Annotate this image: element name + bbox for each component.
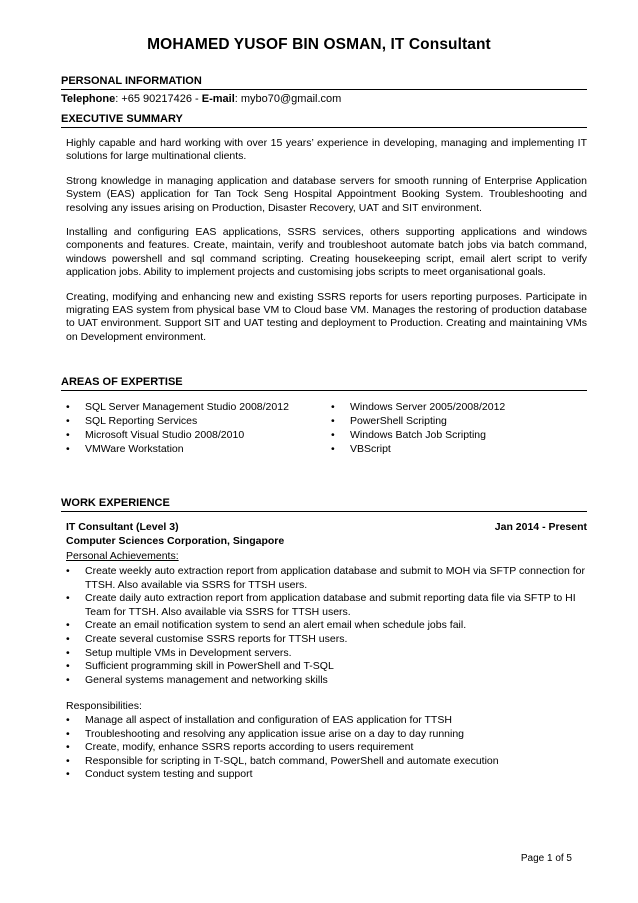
list-item: • Windows Batch Job Scripting [331,428,505,442]
summary-paragraph: Strong knowledge in managing application and database servers for smooth running of Enterprise Application System (EAS) application for Tan Tock Seng Hospital Appointment Booking System. Troubleshooting and resolving any issues arising on Production, Disaster Recovery, UAT and SIT environment. [66,174,587,214]
email-label: E-mail [201,93,235,105]
job-title: IT Consultant (Level 3) [66,521,179,533]
section-heading-personal-information: PERSONAL INFORMATION [61,75,587,90]
job-dates: Jan 2014 - Present [494,521,587,533]
summary-paragraph: Creating, modifying and enhancing new and existing SSRS reports for users reporting purposes. Participate in migrating EAS system from physical base VM to Cloud base VM. Manages the restoring of production database to UAT environment. Support SIT and UAT testing and deployment to Production. Creating and maintaining VMs on Development environment. [66,290,587,343]
achievements-list [66,565,587,687]
list-item: • SQL Server Management Studio 2008/2012 [66,400,289,414]
contact-line [61,93,341,106]
summary-paragraph: Highly capable and hard working with over 15 years’ experience in developing, managing and implementing IT solutions for large multinational clients. [66,137,587,163]
achievements-label: Personal Achievements: [66,550,179,562]
list-item: • Responsible for scripting in T-SQL, batch command, PowerShell and automate execution [66,755,587,769]
list-item: • Manage all aspect of installation and configuration of EAS application for TTSH [66,714,587,728]
list-item: • SQL Reporting Services [66,414,289,428]
telephone-value: : +65 90217426 - [115,93,202,105]
expertise-list-left [66,400,289,456]
summary-paragraph: Installing and configuring EAS applications, SSRS services, others supporting applications and windows components and features. Create, maintain, verify and troubleshoot automate batch jobs via batch command, windows powershell and sql command scripting. Creating housekeeping script, email alert script to verify application jobs. Ability to implement projects and customising jobs scripts to meet organisational goals. [66,226,587,279]
list-item: • Create, modify, enhance SSRS reports according to users requirement [66,741,587,755]
page-number: Page 1 of 5 [520,853,572,864]
page-title: MOHAMED YUSOF BIN OSMAN, IT Consultant [147,36,491,53]
list-item: • VMWare Workstation [66,442,289,456]
section-heading-areas-of-expertise: AREAS OF EXPERTISE [61,376,587,391]
list-item: • VBScript [331,442,505,456]
list-item: • Setup multiple VMs in Development servers. [66,647,587,661]
telephone-label: Telephone [61,93,116,105]
company-name: Computer Sciences Corporation, Singapore [66,534,285,547]
list-item: • Create several customise SSRS reports for TTSH users. [66,633,587,647]
list-item: • General systems management and networking skills [66,674,587,688]
list-item: • Microsoft Visual Studio 2008/2010 [66,428,289,442]
expertise-list-right [331,400,505,456]
list-item: • Windows Server 2005/2008/2012 [331,400,505,414]
section-heading-executive-summary: EXECUTIVE SUMMARY [61,113,587,128]
list-item: • Sufficient programming skill in PowerShell and T-SQL [66,660,587,674]
list-item: • Create weekly auto extraction report from application database and submit to MOH via SFTP connection for TTSH. Also available via SSRS for TTSH users. [66,565,587,592]
email-value: : mybo70@gmail.com [234,93,342,105]
responsibilities-list [66,714,587,782]
job-heading [66,521,284,548]
list-item: • PowerShell Scripting [331,414,505,428]
list-item: • Troubleshooting and resolving any application issue arise on a day to day running [66,728,587,742]
list-item: • Create an email notification system to send an alert email when schedule jobs fail. [66,619,587,633]
section-heading-work-experience: WORK EXPERIENCE [61,497,587,512]
responsibilities-label: Responsibilities: [66,700,142,712]
executive-summary [66,137,587,355]
list-item: • Conduct system testing and support [66,768,587,782]
list-item: • Create daily auto extraction report from application database and submit reporting data file via SFTP to HI Team for TTSH. Also available via SSRS for TTSH users. [66,592,587,619]
